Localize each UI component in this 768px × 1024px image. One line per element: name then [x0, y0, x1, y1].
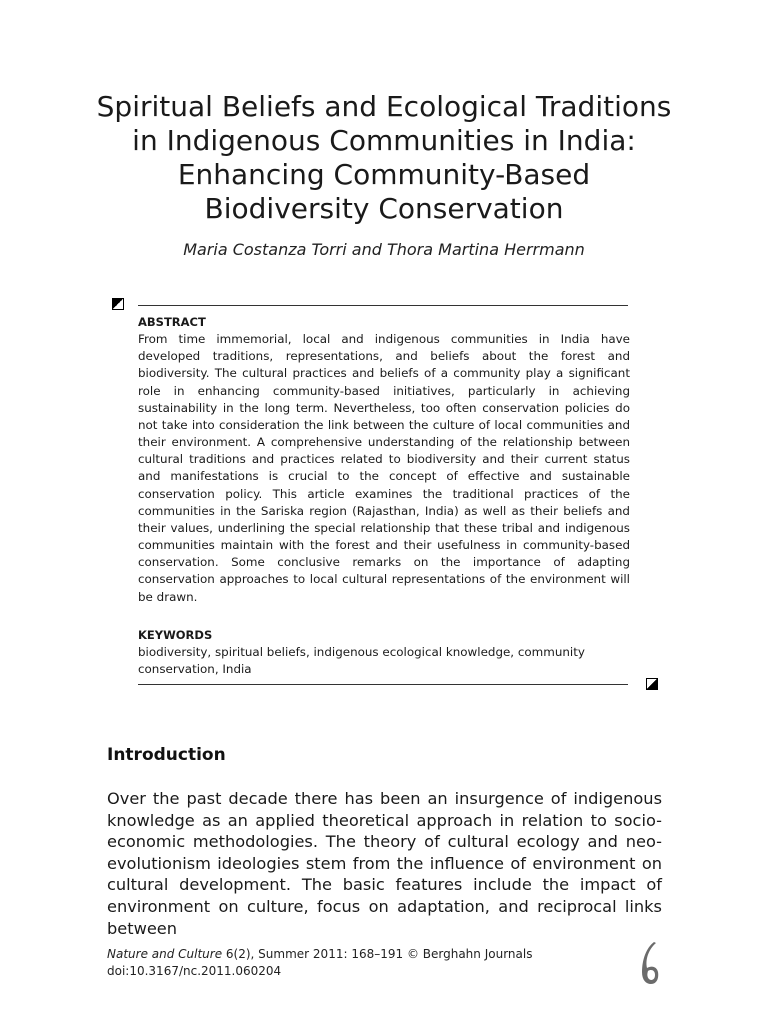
body-paragraph: Over the past decade there has been an insurgence of indigenous knowledge as an applied theoretical approach in relation to socio-economic methodologies. The theory of cultural ecology and neo-evolutionism ideologies stem from the influence of environment on cultural development. The basic features include the impact of environment on culture, focus on adaptation, and reciprocal links between: [107, 789, 662, 938]
author-names: Maria Costanza Torri and Thora Martina Herrmann: [183, 240, 585, 259]
keywords-section: [138, 627, 630, 678]
keywords-label: KEYWORDS: [138, 628, 213, 642]
abstract-top-rule: [138, 305, 628, 306]
publisher-logo-icon: [636, 940, 662, 986]
citation-details: 6(2), Summer 2011: 168–191: [222, 947, 404, 961]
abstract-bottom-rule: [138, 684, 628, 685]
corner-marker-bottom-right-icon: [646, 678, 658, 690]
keywords-text: biodiversity, spiritual beliefs, indigenous ecological knowledge, community conservation, India: [138, 645, 585, 676]
section-heading: Introduction: [107, 745, 226, 765]
abstract-label: ABSTRACT: [138, 315, 206, 329]
doi: doi:10.3167/nc.2011.060204: [107, 964, 282, 978]
corner-marker-top-left-icon: [112, 298, 124, 310]
title-line: Enhancing Community-Based: [177, 158, 591, 191]
abstract-section: [138, 314, 630, 606]
article-title: [80, 90, 688, 226]
page-footer: [107, 946, 532, 980]
journal-name: Nature and Culture: [107, 947, 223, 961]
title-line: in Indigenous Communities in India:: [132, 124, 636, 157]
citation-line: [107, 946, 532, 963]
abstract-text: From time immemorial, local and indigenous communities in India have developed traditions, representations, and beliefs about the forest and biodiversity. The cultural practices and beliefs of a community play a significant role in enhancing community-based initiatives, particularly in achieving sustainability in the long term. Nevertheless, too often conservation policies do not take into consideration the link between the culture of local communities and their environment. A comprehensive understanding of the relationship between cultural traditions and practices related to biodiversity and their current status and manifestations is crucial to the concept of effective and sustainable conservation policy. This article examines the traditional practices of the communities in the Sariska region (Rajasthan, India) as well as their beliefs and their values, underlining the special relationship that these tribal and indigenous communities maintain with the forest and their usefulness in community-based conservation. Some conclusive remarks on the importance of adapting conservation approaches to local cultural representations of the environment will be drawn.: [138, 332, 630, 604]
title-line: Biodiversity Conservation: [204, 192, 564, 225]
title-line: Spiritual Beliefs and Ecological Traditions: [96, 90, 672, 123]
copyright-notice: © Berghahn Journals: [406, 947, 533, 961]
